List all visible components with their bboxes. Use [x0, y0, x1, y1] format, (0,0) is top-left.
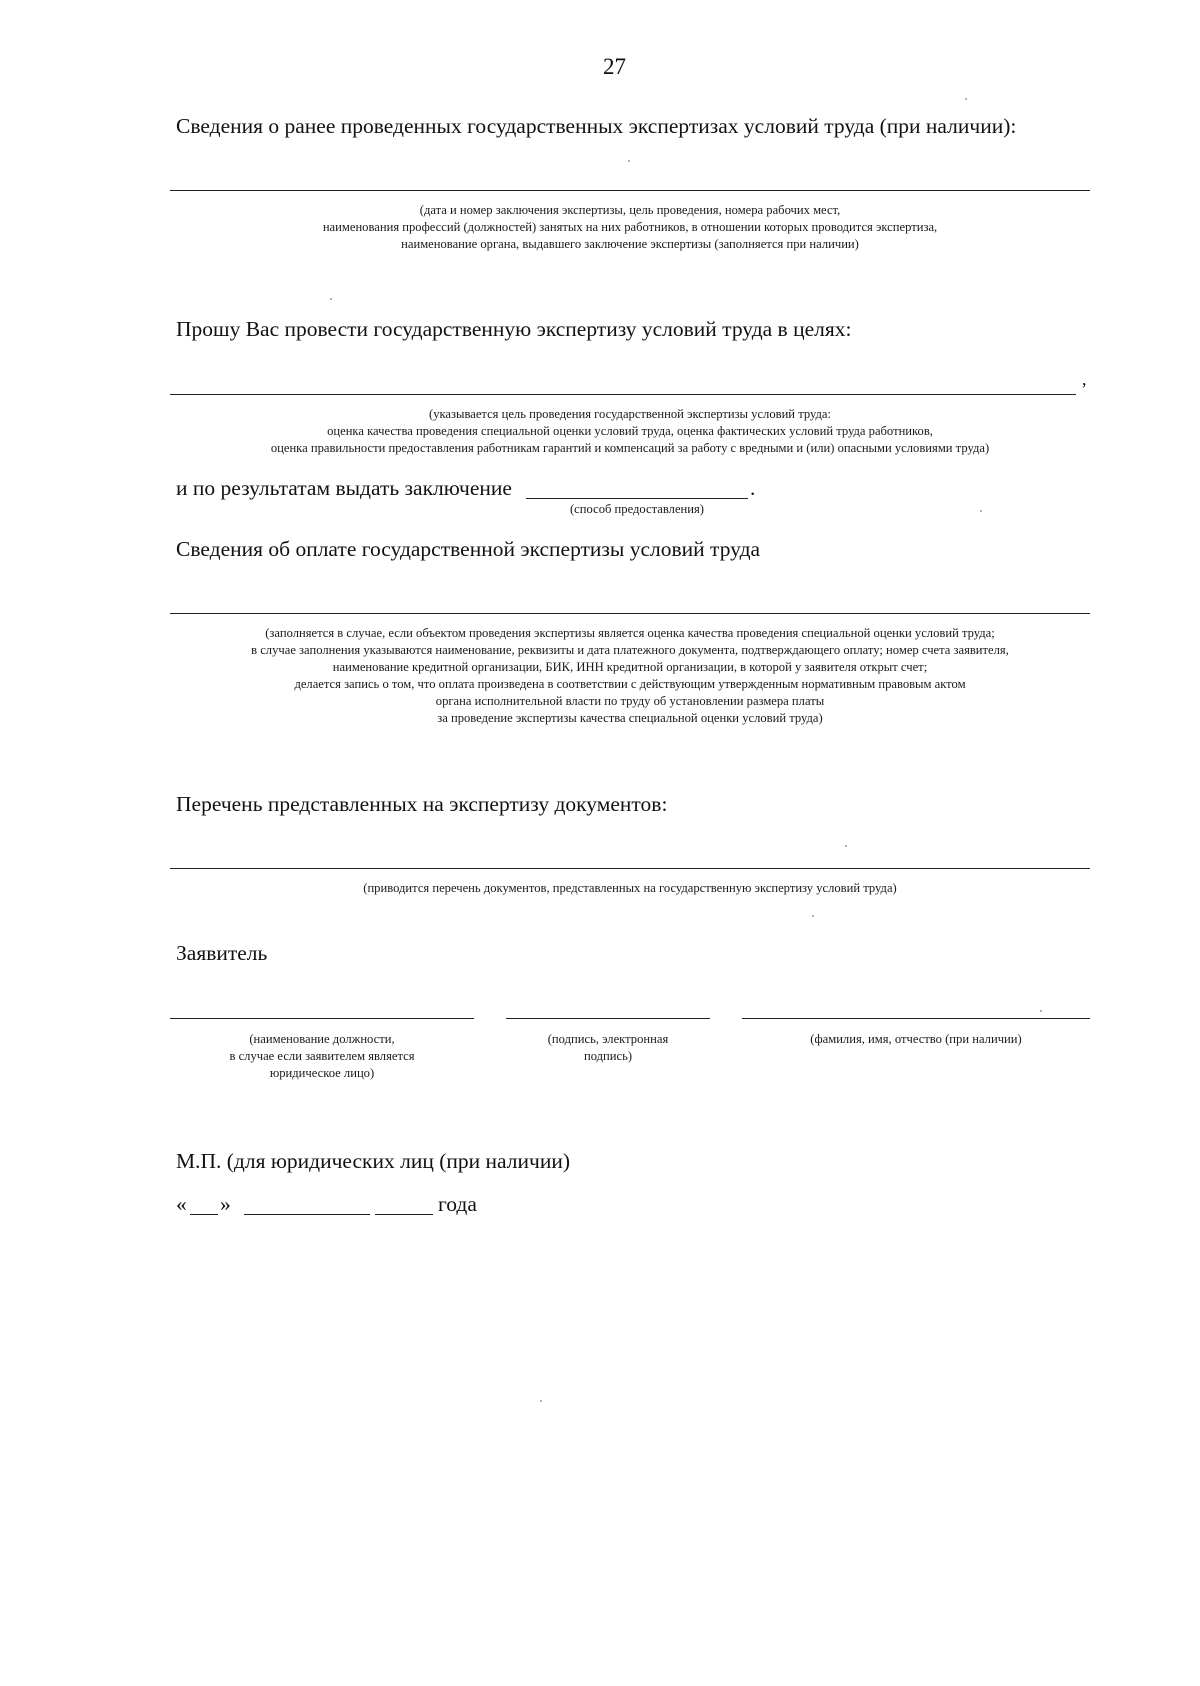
request-note: (указывается цель проведения государственной экспертизы условий труда: оценка качества проведения специальной оценки условий труда, оценка фактических условий труда работников, оценка правильности предоставления работникам гарантий и компенсаций за работу с вредными и (или) опасными условиями труда): [270, 407, 990, 455]
date-year-suffix: года: [438, 1192, 477, 1216]
delivery-method-line[interactable]: [526, 498, 748, 499]
date-month-line[interactable]: [244, 1214, 370, 1215]
scan-speck: [330, 298, 332, 300]
page-number: 27: [603, 54, 626, 79]
scan-speck: [1040, 1010, 1042, 1012]
documents-heading: Перечень представленных на экспертизу документов:: [176, 792, 668, 816]
request-heading: Прошу Вас провести государственную экспертизу условий труда в целях:: [176, 317, 852, 341]
scan-speck: [965, 98, 967, 100]
payment-line[interactable]: [170, 613, 1090, 614]
stamp-label: М.П. (для юридических лиц (при наличии): [176, 1149, 571, 1173]
date-day-line[interactable]: [190, 1214, 218, 1215]
applicant-signature-line[interactable]: [506, 1018, 710, 1019]
payment-heading: Сведения об оплате государственной экспертизы условий труда: [176, 537, 761, 561]
date-year-line[interactable]: [375, 1214, 433, 1215]
result-end-mark: .: [750, 476, 756, 500]
applicant-position-line[interactable]: [170, 1018, 474, 1019]
previous-expertise-note: (дата и номер заключения экспертизы, цель проведения, номера рабочих мест, наименования профессий (должностей) занятых на них работников, в отношении которых проводится экспертиза, наименование органа, выдавшего заключение экспертизы (заполняется при наличии): [322, 203, 938, 251]
applicant-signature-caption: (подпись, электронная подпись): [547, 1032, 669, 1063]
applicant-name-line[interactable]: [742, 1018, 1090, 1019]
documents-line[interactable]: [170, 868, 1090, 869]
scan-speck: [812, 915, 814, 917]
request-line-end-mark: ,: [1082, 369, 1087, 389]
request-purpose-line[interactable]: [170, 394, 1076, 395]
documents-note: (приводится перечень документов, представленных на государственную экспертизу условий труда): [363, 881, 897, 895]
scan-speck: [845, 845, 847, 847]
scan-speck: [540, 1400, 542, 1402]
previous-expertise-heading: Сведения о ранее проведенных государственных экспертизах условий труда (при наличии):: [176, 114, 1017, 138]
applicant-label: Заявитель: [176, 941, 268, 965]
previous-expertise-line[interactable]: [170, 190, 1090, 191]
delivery-method-caption: (способ предоставления): [569, 502, 704, 516]
date-close-quote: »: [220, 1192, 231, 1216]
payment-note: (заполняется в случае, если объектом проведения экспертизы является оценка качества проведения специальной оценки условий труда; в случае заполнения указываются наименование, реквизиты и дата платежного документа, подтверждающего оплату; номер счета заявителя, наименование кредитной организации, БИК, ИНН кредитной организации, в которой у заявителя открыт счет; делается запись о том, что оплата произведена в соответствии с действующим утвержденным нормативным правовым актом органа исполнительной власти по труду об установлении размера платы за проведение экспертизы качества специальной оценки условий труда): [251, 626, 1009, 725]
result-text: и по результатам выдать заключение: [176, 476, 512, 500]
date-open-quote: «: [176, 1192, 187, 1216]
applicant-position-caption: (наименование должности, в случае если заявителем является юридическое лицо): [229, 1032, 415, 1080]
scan-speck: [628, 160, 630, 162]
scan-speck: [980, 510, 982, 512]
applicant-name-caption: (фамилия, имя, отчество (при наличии): [810, 1032, 1022, 1046]
